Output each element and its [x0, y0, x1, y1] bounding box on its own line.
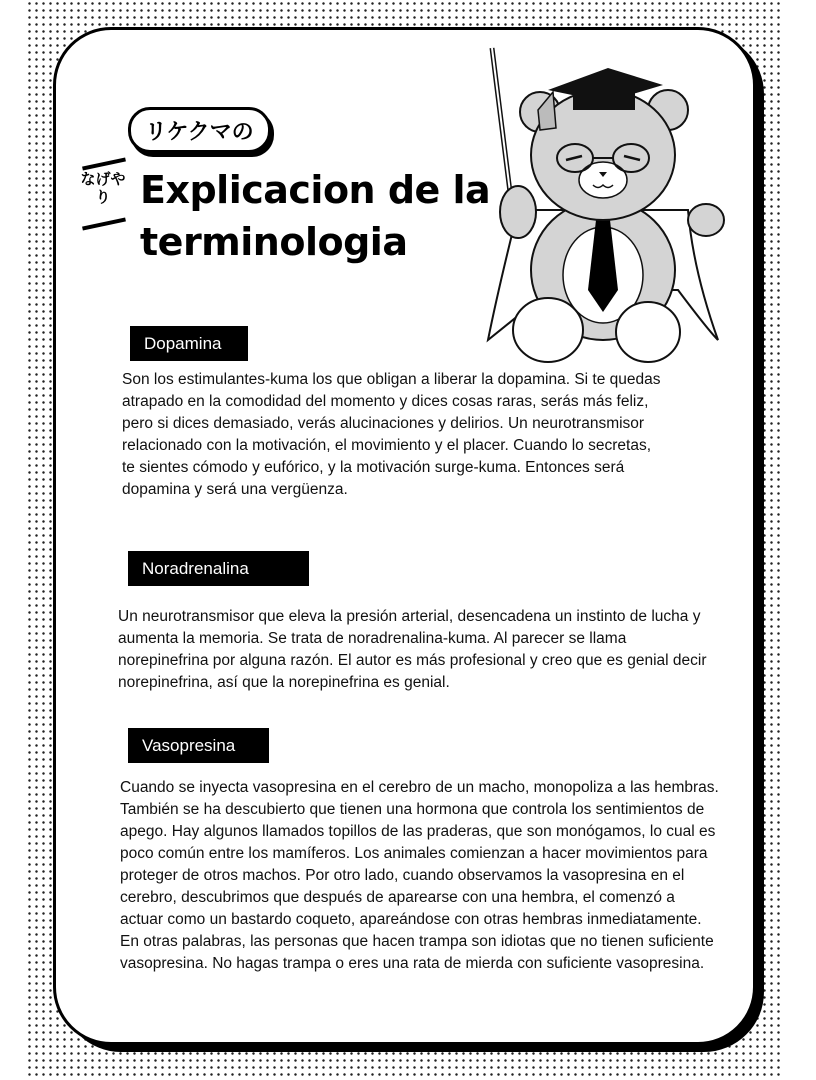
- series-badge: リケクマの: [128, 107, 271, 153]
- page-title: Explicacion de la terminologia: [140, 168, 491, 264]
- section-label-noradrenalina: Noradrenalina: [128, 551, 309, 586]
- section-body-vasopresina: Cuando se inyecta vasopresina en el cerebro de un macho, monopoliza a las hembras. También se ha descubierto que tienen una hormona que controla los sentimientos de apego. Hay algunos llamados topillos de las praderas, que son monógamos, lo cual es poco común entre los mamíferos. Los animales comienzan a hacer movimientos para proteger de otros machos. Por otro lado, cuando observamos la vasopresina en el cerebro, descubrimos que después de aparearse con una hembra, el comenzó a actuar como un bastardo coqueto, apareándose con otras hembras inmediatamente. En otras palabras, las personas que hacen trampa son idiotas que no tienen suficiente vasopresina. No hagas trampa o eres una rata de mierda con suficiente vasopresina.: [120, 779, 719, 972]
- section-body-noradrenalina: Un neurotransmisor que eleva la presión arterial, desencadena un instinto de lucha y aumenta la memoria. Se trata de noradrenalina-kuma. Al parecer se llama norepinefrina por alguna razón. El autor es más profesional y creo que es genial decir norepinefrina, así que la norepinefrina es genial.: [118, 608, 707, 691]
- section-label-vasopresina: Vasopresina: [128, 728, 269, 763]
- section-label-dopamina: Dopamina: [130, 326, 248, 361]
- side-tag: なげやり: [80, 158, 126, 224]
- bear-professor-mascot-icon: [478, 40, 738, 370]
- section-body-dopamina: Son los estimulantes-kuma los que obligan a liberar la dopamina. Si te quedas atrapado en la comodidad del momento y dices cosas raras, serás más feliz, pero si dices demasiado, verás alucinaciones y delirios. Un neurotransmisor relacionado con la motivación, el movimiento y el placer. Cuando lo secretas, te sientes cómodo y eufórico, y la motivación surge-kuma. Entonces será dopamina y será una vergüenza.: [122, 371, 661, 498]
